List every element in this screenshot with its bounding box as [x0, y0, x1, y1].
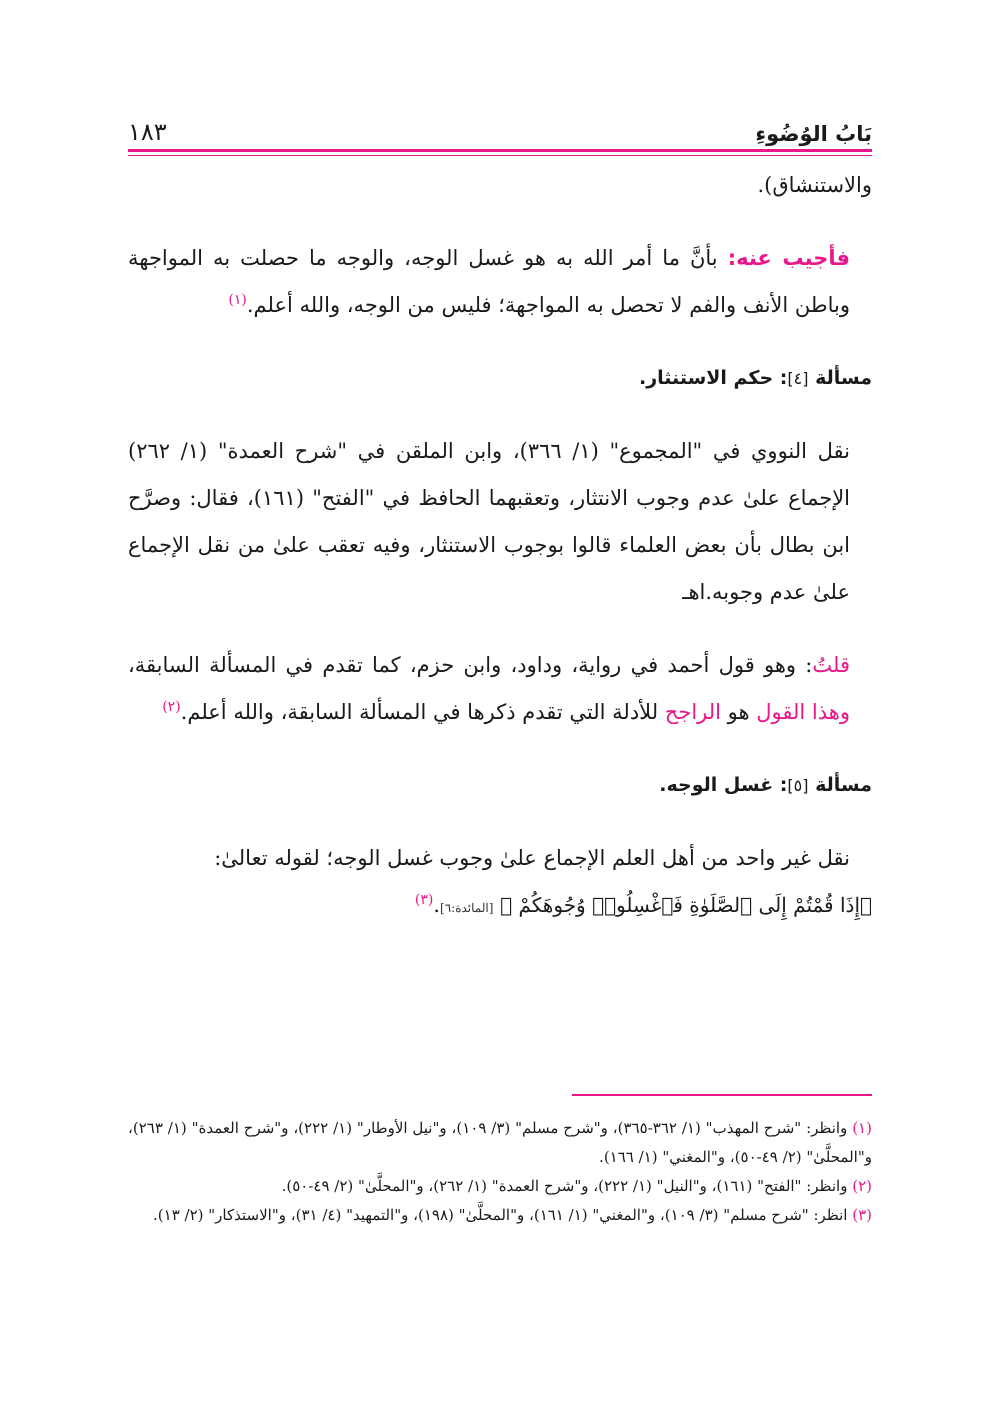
chapter-title: بَابُ الوُضُوءِ	[755, 122, 872, 146]
quran-verse-line: ﴿إِذَا قُمْتُمْ إِلَى ٱلصَّلَوٰةِ فَٱغْسِلُوا۟ وُجُوهَكُمْ ﴾ [المائدة:٦].$^{(٣)}$	[414, 892, 872, 917]
paragraph-continuation: والاستنشاق).	[757, 173, 872, 197]
surah-reference: [المائدة:٦]	[440, 901, 494, 915]
footnote-1: (١) وانظر: "شرح المهذب" (١/ ٣٦٢-٣٦٥)، و"شرح مسلم" (٣/ ١٠٩)، و"نيل الأوطار" (١/ ٢٢٢)، و"شرح العمدة" (١/ ٢٦٣)، و"المحلَّىٰ" (٢/ ٤٩-٥٠)، و"المغني" (١/ ١٦٦).	[128, 1119, 872, 1166]
paragraph-answer: فأجيب عنه: بأنَّ ما أمر الله به هو غسل الوجه، والوجه ما حصلت به المواجهة وباطن الأنف والفم لا تحصل به المواجهة؛ فليس من الوجه، والله أعلم.$^{(١)}$	[128, 246, 851, 317]
answer-lead: فأجيب عنه:	[727, 246, 851, 270]
header-rule-thick	[128, 149, 872, 152]
footnote-3: (٣) انظر: "شرح مسلم" (٣/ ١٠٩)، و"المغني" (١/ ١٦١)، و"المحلَّىٰ" (١٩٨)، و"التمهيد" (٤/ ٣١)، و"الاستذكار" (٢/ ١٣).	[153, 1206, 872, 1224]
footnote-2: (٢) وانظر: "الفتح" (١٦١)، و"النيل" (١/ ٢٢٢)، و"شرح العمدة" (١/ ٢٦٢)، و"المحلَّىٰ" (٢/ ٤٩-٥٠).	[281, 1177, 872, 1195]
running-header	[128, 112, 872, 146]
issue-heading-4: مسألة [٤]: حكم الاستنثار.	[639, 367, 872, 389]
footnote-separator	[572, 1094, 872, 1096]
paragraph-author-opinion: قلتُ: وهو قول أحمد في رواية، وداود، وابن حزم، كما تقدم في المسألة السابقة، وهذا القول هو الراجح للأدلة التي تقدم ذكرها في المسألة السابقة، والله أعلم.$^{(٢)}$	[128, 653, 850, 724]
footnote-ref-3[interactable]: (٣)	[414, 892, 434, 908]
issue-heading-5: مسألة [٥]: غسل الوجه.	[659, 774, 872, 796]
qultu-lead: قلتُ	[812, 653, 850, 677]
header-rule-thin	[128, 155, 872, 156]
main-text	[128, 162, 872, 932]
page-number: ١٨٣	[128, 118, 167, 146]
this-opinion: وهذا القول	[756, 700, 850, 724]
paragraph-istinthar: نقل النووي في "المجموع" (١/ ٣٦٦)، وابن الملقن في "شرح العمدة" (١/ ٢٦٢) الإجماع علىٰ عدم وجوب الانتثار، وتعقبهما الحافظ في "الفتح" (١٦١)، فقال: وصرَّح ابن بطال بأن بعض العلماء قالوا بوجوب الاستنثار، وفيه تعقب علىٰ من نقل الإجماع علىٰ عدم وجوبه.اهـ	[128, 439, 850, 604]
footnote-ref-2[interactable]: (٢)	[162, 699, 181, 715]
quran-verse: ﴿إِذَا قُمْتُمْ إِلَى ٱلصَّلَوٰةِ فَٱغْسِلُوا۟ وُجُوهَكُمْ ﴾	[500, 893, 872, 917]
footnotes	[128, 1114, 872, 1230]
preferred-word: الراجح	[664, 700, 721, 724]
footnote-ref-1[interactable]: (١)	[228, 292, 247, 308]
paragraph-wash-face: نقل غير واحد من أهل العلم الإجماع علىٰ وجوب غسل الوجه؛ لقوله تعالىٰ:	[214, 846, 850, 870]
